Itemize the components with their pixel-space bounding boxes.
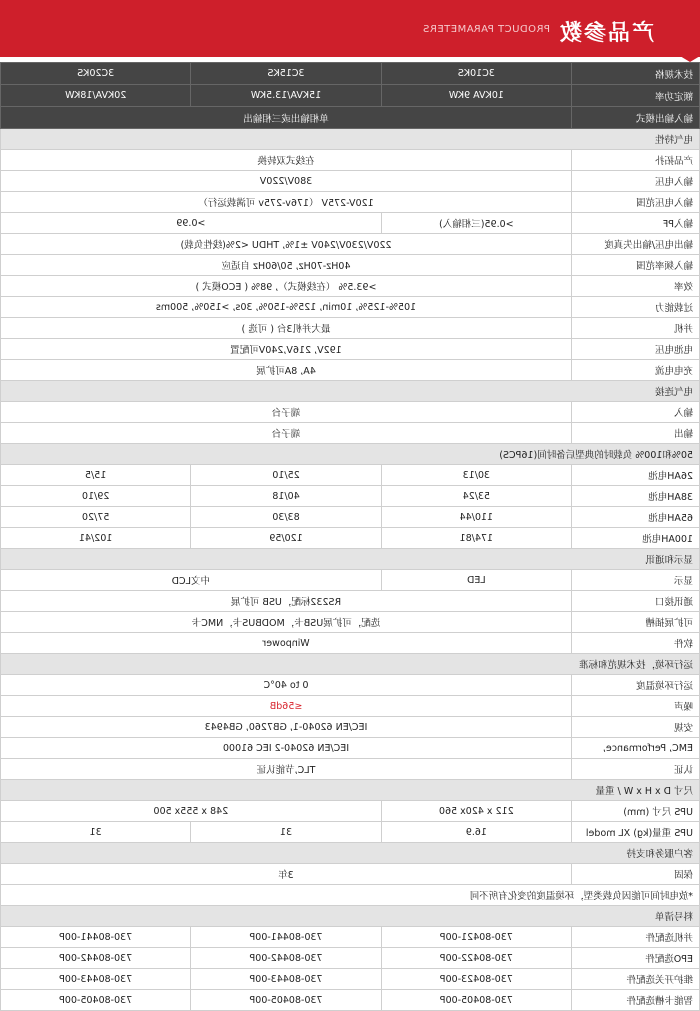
row-value: 53/24: [381, 486, 571, 507]
section-title: 电气特性: [1, 129, 700, 150]
section-title: 显示和通讯: [1, 549, 700, 570]
row-value: 120/59: [191, 528, 381, 549]
model-10ks: 3C10KS: [381, 63, 571, 85]
row-value: 在线式双转换: [1, 150, 572, 171]
row-value: 0 to 40°C: [1, 675, 572, 696]
row-label: 输入: [572, 402, 700, 423]
section-title: 电气连接: [1, 381, 700, 402]
row-value: 380V/220V: [1, 171, 572, 192]
row-label: 技术规格: [572, 63, 700, 85]
row-value: 端子台: [1, 423, 572, 444]
row-label: 26AH电池: [572, 465, 700, 486]
footnote: *放电时间可能因负载类型，环境温度的变化有所不同: [1, 885, 700, 906]
part-number: 730-80443-00P: [191, 969, 381, 990]
table-row: [1, 633, 700, 654]
row-value: LED: [381, 570, 571, 591]
row-value: 212 x 420x 560: [381, 801, 571, 822]
row-label: 输出电压/输出失真度: [572, 234, 700, 255]
table-row: [1, 318, 700, 339]
row-label: UPS 尺寸 (mm): [572, 801, 700, 822]
row-label: 输入电压范围: [572, 192, 700, 213]
row-value: 30/13: [381, 465, 571, 486]
table-row: [1, 675, 700, 696]
part-number: 730-80405-00P: [1, 990, 191, 1011]
part-number: 730-80442-00P: [1, 948, 191, 969]
section-header: [1, 654, 700, 675]
part-number: 730-80441-00P: [191, 927, 381, 948]
row-value: TLC,节能认证: [1, 759, 572, 780]
table-row: [1, 948, 700, 969]
row-label: 输入输出模式: [572, 107, 700, 129]
table-row: [1, 759, 700, 780]
table-row: [1, 150, 700, 171]
spec-table: [0, 62, 700, 1011]
noise-value: ≤56dB: [1, 696, 572, 717]
row-value: 40/18: [191, 486, 381, 507]
table-row: [1, 864, 700, 885]
row-label: 输入电压: [572, 171, 700, 192]
table-row: [1, 339, 700, 360]
table-row: [1, 360, 700, 381]
banner-notch: [680, 56, 700, 62]
row-value: 31: [1, 822, 191, 843]
table-row: [1, 717, 700, 738]
rated-power-10ks: 10KVA 9KW: [381, 85, 571, 107]
model-15ks: 3C15KS: [191, 63, 381, 85]
row-value: 31: [191, 822, 381, 843]
row-value: 4A, 8A可扩展: [1, 360, 572, 381]
row-value: 选配，可扩展USB卡，MODBUS卡，NMC卡: [1, 612, 572, 633]
part-number: 730-80441-00P: [1, 927, 191, 948]
row-value: >0.95(三相输入): [381, 213, 571, 234]
row-label: 输入频率范围: [572, 255, 700, 276]
table-row: [1, 969, 700, 990]
row-label: 可扩展插槽: [572, 612, 700, 633]
part-number: 730-80421-00P: [381, 927, 571, 948]
row-label: 过载能力: [572, 297, 700, 318]
row-label: 维护开关选配件: [572, 969, 700, 990]
row-label: 65AH电池: [572, 507, 700, 528]
table-row: [1, 85, 700, 107]
row-label: 安规: [572, 717, 700, 738]
row-value: 110/44: [381, 507, 571, 528]
io-mode-value: 单相输出或三相输出: [1, 107, 572, 129]
row-label: 效率: [572, 276, 700, 297]
row-label: 产品拓扑: [572, 150, 700, 171]
part-number: 730-80422-00P: [381, 948, 571, 969]
row-value: 83/30: [191, 507, 381, 528]
table-row: [1, 927, 700, 948]
row-value: 174/81: [381, 528, 571, 549]
table-row: [1, 507, 700, 528]
rated-power-20ks: 20KVA/18KW: [1, 85, 191, 107]
table-row: [1, 213, 700, 234]
row-value: 最大并机3台 ( 可选 ): [1, 318, 572, 339]
table-row: [1, 192, 700, 213]
row-value: >93.5% （在线模式）, 98% ( ECO模式 ): [1, 276, 572, 297]
table-row: [1, 990, 700, 1011]
rated-power-15ks: 15KVA/13.5KW: [191, 85, 381, 107]
row-label: EMC, Performance,: [572, 738, 700, 759]
section-header: [1, 381, 700, 402]
row-value: 29/10: [1, 486, 191, 507]
row-value: 25/10: [191, 465, 381, 486]
table-row: [1, 107, 700, 129]
table-row: [1, 297, 700, 318]
row-label: 输出: [572, 423, 700, 444]
table-row: [1, 570, 700, 591]
row-value: 40Hz-70Hz, 50/60Hz 自适应: [1, 255, 572, 276]
section-header: [1, 906, 700, 927]
row-label: 充电电流: [572, 360, 700, 381]
section-header: [1, 843, 700, 864]
row-label: EPO选配件: [572, 948, 700, 969]
row-label: 认证: [572, 759, 700, 780]
table-row: [1, 528, 700, 549]
row-value: 220V/230V/240V ±1%, THDU <2%(线性负载): [1, 234, 572, 255]
table-row: [1, 402, 700, 423]
banner-title: 产品参数: [557, 21, 654, 46]
row-value: 16.9: [381, 822, 571, 843]
row-label: 并机: [572, 318, 700, 339]
part-number: 730-80442-00P: [191, 948, 381, 969]
section-header: [1, 549, 700, 570]
row-label: 显示: [572, 570, 700, 591]
table-row: [1, 171, 700, 192]
row-value: >0.99: [1, 213, 382, 234]
table-row: [1, 423, 700, 444]
table-row: [1, 276, 700, 297]
row-label: 额定功率: [572, 85, 700, 107]
header-banner: [0, 0, 700, 62]
row-value: IEC/EN 62040-2 IEC 61000: [1, 738, 572, 759]
banner-subtitle: PRODUCT PARAMETERS: [422, 24, 550, 35]
section-header: [1, 129, 700, 150]
row-label: 通讯接口: [572, 591, 700, 612]
row-label: 智能卡槽选配件: [572, 990, 700, 1011]
table-row: [1, 801, 700, 822]
row-value: 102/41: [1, 528, 191, 549]
row-label: 并机选配件: [572, 927, 700, 948]
section-title: 客户服务和支持: [1, 843, 700, 864]
row-label: 噪声: [572, 696, 700, 717]
row-value: 15/5: [1, 465, 191, 486]
row-value: 端子台: [1, 402, 572, 423]
section-title: 运行环境，技术规范和标准: [1, 654, 700, 675]
section-title: 料号清单: [1, 906, 700, 927]
table-row: [1, 612, 700, 633]
table-row: [1, 465, 700, 486]
part-number: 730-80405-00P: [381, 990, 571, 1011]
row-label: 38AH电池: [572, 486, 700, 507]
row-value: 105%-125%, 10min, 125%-150%, 30s, >150%, 500ms: [1, 297, 572, 318]
row-label: 输入PF: [572, 213, 700, 234]
row-value: 120V-275V （176v-275v 可满载运行）: [1, 192, 572, 213]
table-row: [1, 885, 700, 906]
row-value: RS232标配，USB 可扩展: [1, 591, 572, 612]
part-number: 730-80423-00P: [381, 969, 571, 990]
row-label: 运行环境温度: [572, 675, 700, 696]
row-value: 中文LCD: [1, 570, 382, 591]
table-row: [1, 234, 700, 255]
part-number: 730-80443-00P: [1, 969, 191, 990]
table-row: [1, 591, 700, 612]
table-row: [1, 822, 700, 843]
table-row: [1, 63, 700, 85]
row-value: Winpower: [1, 633, 572, 654]
table-row: [1, 738, 700, 759]
part-number: 730-80405-00P: [191, 990, 381, 1011]
table-row: [1, 696, 700, 717]
model-20ks: 3C20KS: [1, 63, 191, 85]
row-label: 电池电压: [572, 339, 700, 360]
table-row: [1, 255, 700, 276]
row-value: 248 x 555x 500: [1, 801, 382, 822]
section-title: 50%和100% 负载时的典型后备时间(16PCS): [1, 444, 700, 465]
row-value: IEC/EN 62040-1, GB7260, GB4943: [1, 717, 572, 738]
row-value: 3年: [1, 864, 572, 885]
section-header: [1, 444, 700, 465]
section-title: 尺寸 D x H x W / 重量: [1, 780, 700, 801]
row-value: 192V, 216V,240V可配置: [1, 339, 572, 360]
row-label: 软件: [572, 633, 700, 654]
table-row: [1, 486, 700, 507]
row-label: 保固: [572, 864, 700, 885]
row-label: 100AH电池: [572, 528, 700, 549]
row-value: 57/20: [1, 507, 191, 528]
section-header: [1, 780, 700, 801]
row-label: UPS 重量(kg) XL model: [572, 822, 700, 843]
